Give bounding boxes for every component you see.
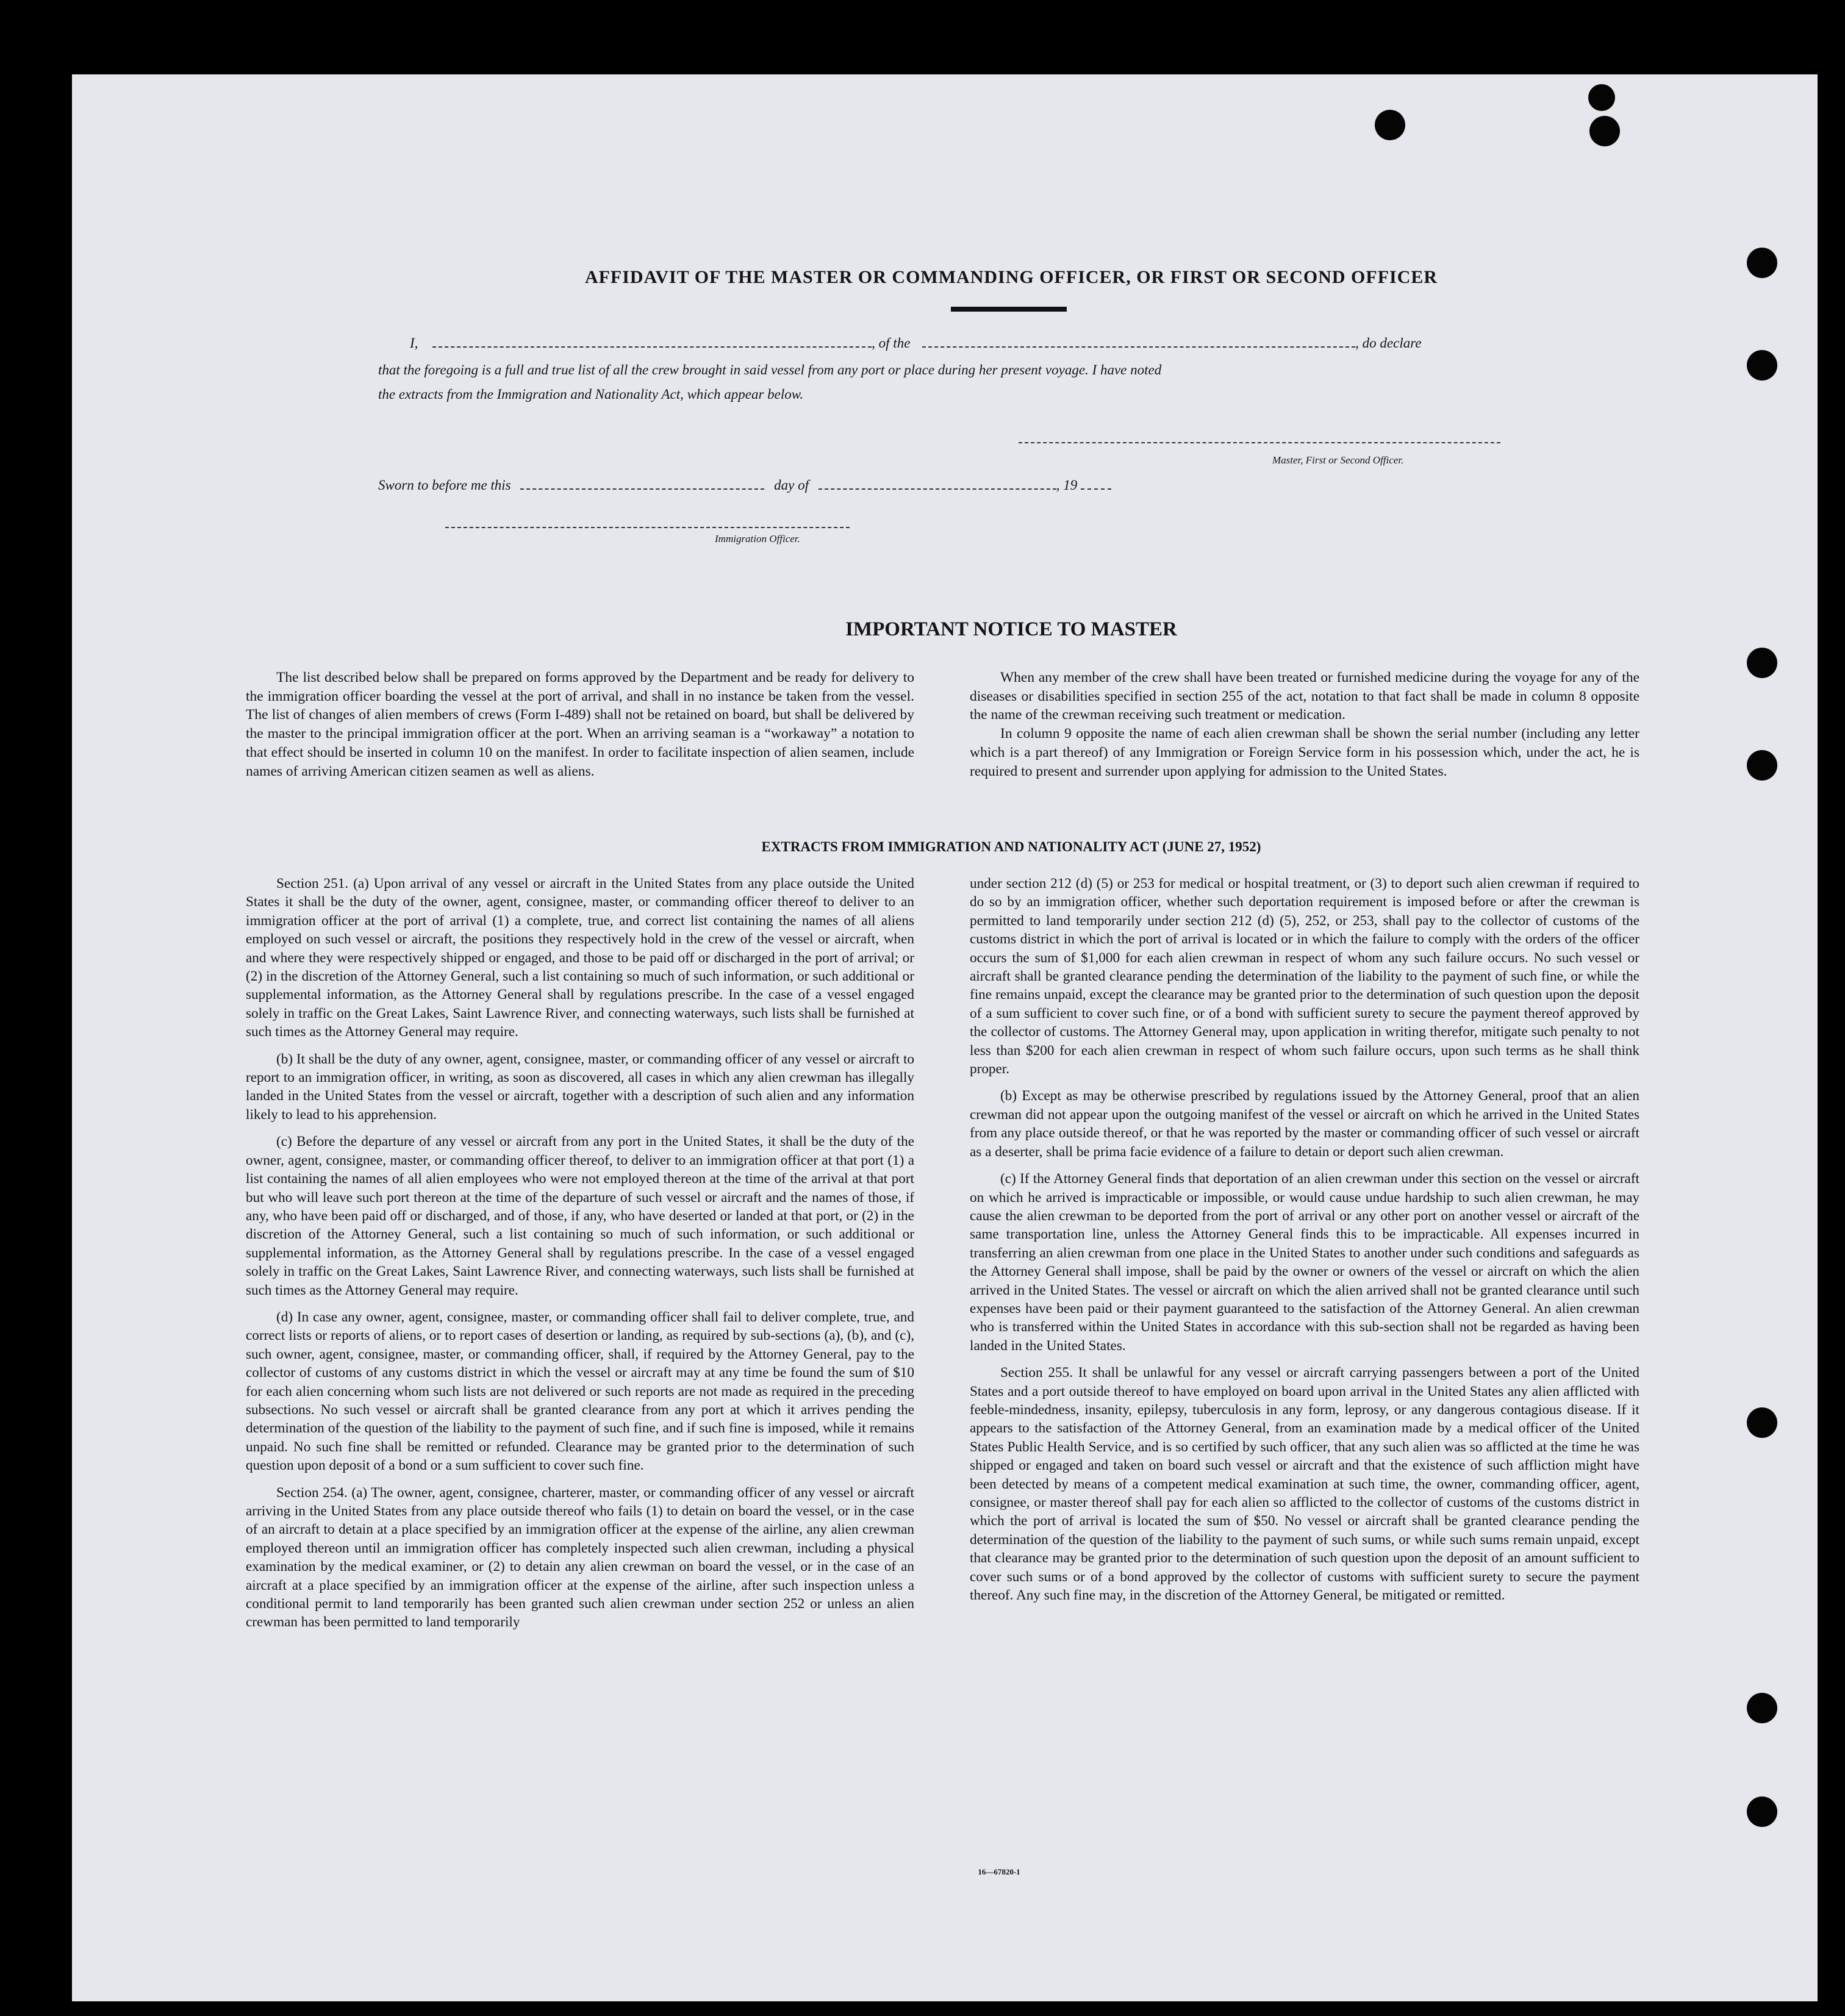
punch-hole (1747, 1796, 1777, 1827)
notice-right-column (970, 668, 1639, 781)
year-label: , 19 (1056, 477, 1078, 493)
affidavit-title: AFFIDAVIT OF THE MASTER OR COMMANDING OFFICER, OR FIRST OR SECOND OFFICER (584, 267, 1438, 287)
punch-hole (1747, 750, 1777, 781)
extract-paragraph: Section 255. It shall be unlawful for any vessel or aircraft carrying passengers between a port of the United States and a port outside thereof to have employed on board upon arrival in the United States any alien afflicted with feeble-mindedness, insanity, epilepsy, tuberculosis in any form, leprosy, or any dangerous contagious disease. If it appears to the satisfaction of the Attorney General, from an examination made by a medical officer of the United States Public Health Service, and is so certified by such officer, that any such alien was so afflicted at the time he was shipped or engaged and taken on board such vessel or aircraft and that the existence of such affliction might have been detected by means of a competent medical examination at such time, the owner, commanding officer, agent, consignee, or master thereof shall pay for each alien so afflicted to the collector of customs of the customs district in which the port of arrival is located the sum of $50. No vessel or aircraft shall be granted clearance pending the determination of the question of the liability to the payment of such sums, or while such sums remain unpaid, except that clearance may be granted prior to the determination of such question upon the deposit of an amount sufficient to cover such sums or of a bond approved by the collector of customs with sufficient surety to secure the payment thereof. Any such fine may, in the discretion of the Attorney General, be mitigated or remitted. (970, 1365, 1639, 1604)
notice-right-text-2: In column 9 opposite the name of each alien crewman shall be shown the serial number (including any letter which is a part thereof) of any Immigration or Foreign Service form in his possession which, under the act, he is required to present and surrender upon applying for admission to the United States. (970, 726, 1639, 779)
extracts-right-column (970, 874, 1639, 1613)
sworn-line (378, 477, 1232, 493)
notice-left-text: The list described below shall be prepared on forms approved by the Department and be ready for delivery to the immigration officer boarding the vessel at the port of arrival, and shall in no instance be taken from the vessel. The list of changes of alien members of crews (Form I-489) shall not be retained on board, but shall be delivered by the master to the principal immigration officer at the port. When an arriving seaman is a “workaway” a notation to that effect should be inserted in column 10 on the manifest. In order to facilitate inspection of alien seamen, include names of arriving American citizen seamen as well as aliens. (246, 670, 914, 779)
document-page (72, 74, 1818, 2001)
punch-hole (1747, 248, 1777, 278)
extracts-title: EXTRACTS FROM IMMIGRATION AND NATIONALITY ACT (JUNE 27, 1952) (761, 839, 1261, 854)
title-divider (951, 307, 1067, 312)
sworn-month-field[interactable] (819, 488, 1056, 490)
declarant-name-field[interactable] (432, 346, 872, 348)
affidavit-line-1 (410, 335, 1575, 351)
punch-hole (1747, 1407, 1777, 1438)
affidavit-line-3: the extracts from the Immigration and Nationality Act, which appear below. (378, 387, 804, 402)
punch-hole (1589, 116, 1620, 146)
extracts-left-column (246, 874, 914, 1640)
punch-hole (1747, 648, 1777, 678)
extract-paragraph: (b) It shall be the duty of any owner, agent, consignee, master, or commanding officer of any vessel or aircraft to report to an immigration officer, in writing, as soon as discovered, all cases in which any alien crewman has illegally landed in the United States from the vessel or aircraft, together with a description of such alien and any information likely to lead to his apprehension. (246, 1051, 914, 1123)
punch-hole (1747, 350, 1777, 381)
punch-hole (1588, 84, 1615, 111)
day-of-label: day of (774, 477, 809, 493)
master-signature-line[interactable] (1019, 442, 1500, 443)
form-number: 16—67820-1 (978, 1867, 1020, 1876)
affidavit-line-2: that the foregoing is a full and true list of all the crew brought in said vessel from any port or place during her present voyage. I have noted (378, 362, 1162, 377)
extract-paragraph: (b) Except as may be otherwise prescribed by regulations issued by the Attorney General, proof that an alien crewman did not appear upon the outgoing manifest of the vessel or aircraft on which he arrived in the United States from any place outside thereof, or that he was reported by the master or commanding officer of such vessel or aircraft as a deserter, shall be prima facie evidence of a failure to detain or deport such alien crewman. (970, 1088, 1639, 1160)
notice-left-paragraph (246, 668, 914, 781)
extract-paragraph: Section 251. (a) Upon arrival of any vessel or aircraft in the United States from any place outside the United States it shall be the duty of the owner, agent, consignee, master, or commanding officer thereof to deliver to an immigration officer at the port of arrival (1) a complete, true, and correct list containing the names of all aliens employed on such vessel or aircraft, the positions they respectively hold in the crew of the vessel or aircraft, when and where they were respectively shipped or engaged, and those to be paid off or discharged in the port of arrival; or (2) in the discretion of the Attorney General, such a list containing so much of such information, or such additional or supplemental information, as the Attorney General shall by regulations prescribe. In the case of a vessel engaged solely in traffic on the Great Lakes, Saint Lawrence River, and connecting waterways, such lists shall be furnished at such times as the Attorney General may require. (246, 876, 914, 1040)
vessel-name-field[interactable] (922, 346, 1355, 348)
punch-hole (1747, 1693, 1777, 1723)
affidavit-declare-label: , do declare (1355, 335, 1422, 351)
sworn-year-field[interactable] (1081, 488, 1111, 490)
master-signature-caption: Master, First or Second Officer. (1272, 454, 1404, 466)
affidavit-of-the-label: , of the (872, 335, 911, 351)
extract-paragraph: (c) Before the departure of any vessel or aircraft from any port in the United States, it shall be the duty of the owner, agent, consignee, master, or commanding officer thereof, to deliver to an immigration officer at that port (1) a list containing the names of all alien employees who were not employed thereon at the time of the arrival at that port but who will leave such port thereon at the time of the departure of such vessel or aircraft and the names of those, if any, who have been paid off or discharged, and of those, if any, who have deserted or landed at that port, or (2) in the discretion of the Attorney General, such a list containing so much of such information, or such additional or supplemental information, as the Attorney General shall by regulations prescribe. In the case of a vessel engaged solely in traffic on the Great Lakes, Saint Lawrence River, and connecting waterways, such lists shall be furnished at such times as the Attorney General may require. (246, 1134, 914, 1298)
sworn-label: Sworn to before me this (378, 477, 511, 493)
punch-hole (1375, 110, 1405, 140)
officer-signature-caption: Immigration Officer. (715, 533, 800, 545)
extract-paragraph: (d) In case any owner, agent, consignee, master, or commanding officer shall fail to deliver complete, true, and correct lists or reports of aliens, or to report cases of desertion or landing, as required by sub-sections (a), (b), and (c), such owner, agent, consignee, master, or commanding officer, shall, if required by the Attorney General, pay to the collector of customs of any customs district in which the vessel or aircraft may at any time be found the sum of $10 for each alien concerning whom such lists are not delivered or such reports are not made as required in the preceding subsections. No such vessel or aircraft shall be granted clearance from any port at which it arrives pending the determination of the question of the liability to the payment of such fine, and if such fine is imposed, while it remains unpaid. No such fine shall be remitted or refunded. Clearance may be granted prior to the determination of such question upon deposit of a bond or a sum sufficient to cover such fine. (246, 1309, 914, 1474)
notice-right-text-1: When any member of the crew shall have been treated or furnished medicine during the voyage for any of the diseases or disabilities specified in section 255 of the act, notation to that fact shall be made in column 8 opposite the name of the crewman receiving such treatment or medication. (970, 670, 1639, 723)
affidavit-i-label: I, (410, 335, 418, 351)
extract-paragraph: under section 212 (d) (5) or 253 for medical or hospital treatment, or (3) to deport such alien crewman if required to do so by an immigration officer, whether such deportation requirement is imposed before or after the crewman is permitted to land temporarily under section 212 (d) (5), 252, or 253, shall pay to the collector of customs of the customs district in which the port of arrival is located or in which the failure to comply with the orders of the officer occurs the sum of $1,000 for each alien crewman in respect of whom any such failure occurs. No such vessel or aircraft shall be granted clearance pending the determination of the liability to the payment of such fine, or while the fine remains unpaid, except the clearance may be granted prior to the determination of such question upon the deposit of a sum sufficient to cover such fine, or of a bond with sufficient surety to secure the payment thereof approved by the collector of customs. The Attorney General may, upon application in writing therefor, mitigate such penalty to not less than $200 for each alien crewman in respect of whom such failure occurs, upon such terms as he shall think proper. (970, 876, 1639, 1078)
extract-paragraph: (c) If the Attorney General finds that deportation of an alien crewman under this section on the vessel or aircraft on which he arrived is impracticable or impossible, or would cause undue hardship to such alien crewman, he may cause the alien crewman to be deported from the port of arrival or any other port on another vessel or aircraft of the same transportation line, unless the Attorney General finds this to be impracticable. All expenses incurred in transferring an alien crewman from one place in the United States to another under such conditions and safeguards as the Attorney General shall impose, shall be paid by the owner or owners of the vessel or aircraft on which the alien arrived in the United States. The vessel or aircraft on which the alien arrived shall not be granted clearance until such expenses have been paid or their payment guaranteed to the satisfaction of the Attorney General. An alien crewman who is transferred within the United States in accordance with this sub-section shall not be regarded as having been landed in the United States. (970, 1171, 1639, 1354)
sworn-day-field[interactable] (520, 488, 764, 490)
notice-title: IMPORTANT NOTICE TO MASTER (845, 618, 1177, 640)
officer-signature-line[interactable] (445, 527, 850, 528)
extract-paragraph: Section 254. (a) The owner, agent, consignee, charterer, master, or commanding officer of any vessel or aircraft arriving in the United States from any place outside thereof who fails (1) to detain on board the vessel, or in the case of an aircraft to detain at a place specified by an immigration officer at the expense of the airline, any alien crewman employed thereon until an immigration officer has completely inspected such alien crewman, including a physical examination by the medical examiner, or (2) to detain any alien crewman on board the vessel, or in the case of an aircraft at a place specified by an immigration officer at the expense of the airline, after such inspection unless a conditional permit to land temporarily has been granted such alien crewman under section 252 or unless an alien crewman has been permitted to land temporarily (246, 1484, 914, 1631)
